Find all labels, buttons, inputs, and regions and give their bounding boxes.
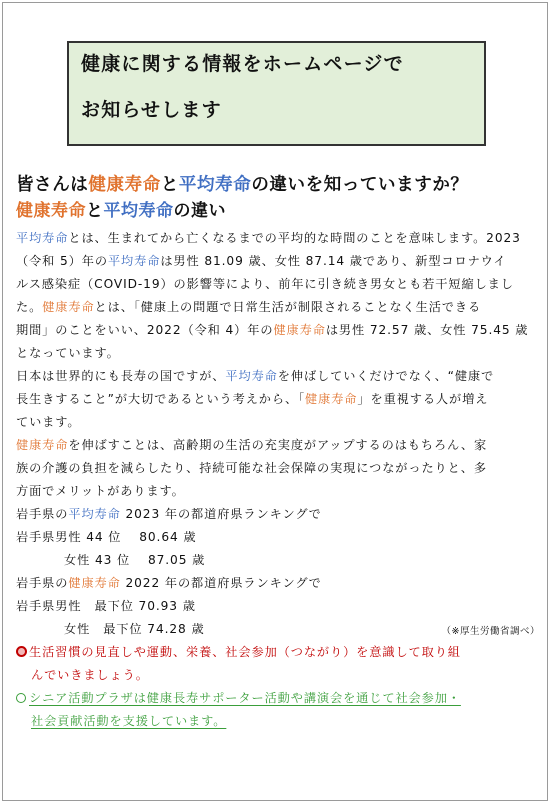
text-span: 」を重視する人が増え bbox=[357, 392, 489, 406]
text-line bbox=[16, 296, 544, 319]
text-line bbox=[16, 710, 544, 733]
text-span: 長生きすること”が大切であるという考えから、「 bbox=[16, 392, 306, 406]
term-average-life: 平均寿命 bbox=[103, 201, 174, 221]
term-healthy-life: 健康寿命 bbox=[16, 201, 86, 221]
text-span: 日本は世界的にも長寿の国ですが、 bbox=[16, 369, 226, 383]
bullet-senior-plaza bbox=[16, 687, 544, 733]
text-span: を伸ばすことは、高齢期の生活の充実度がアップするのはもちろん、家 bbox=[68, 438, 488, 452]
text-span: シニア活動プラザは健康長寿サポーター活動や講演会を通じて社会参加・ bbox=[29, 691, 461, 705]
text-line bbox=[16, 227, 544, 250]
term-healthy-life: 健康寿命 bbox=[68, 576, 121, 590]
text-span: は男性 72.57 歳、女性 75.45 歳 bbox=[325, 323, 529, 337]
term-average-life: 平均寿命 bbox=[178, 175, 252, 195]
text-span: とは、「健康上の問題で日常生活が制限されることなく生活できる bbox=[94, 300, 482, 314]
text-span: 岩手県の bbox=[16, 507, 69, 521]
source-note: （※厚生労働省調べ） bbox=[441, 626, 540, 637]
text-line: ルス感染症（COVID-19）の影響等により、前年に引き続き男女とも若干短縮しまし bbox=[16, 277, 514, 291]
ranking-healthy-male: 岩手県男性 最下位 70.93 歳 bbox=[16, 599, 196, 613]
text-line: 方面でメリットがあります。 bbox=[16, 484, 185, 498]
header-title-line2: お知らせします bbox=[81, 99, 222, 121]
header-box bbox=[67, 41, 486, 146]
text-line bbox=[16, 319, 544, 342]
text-line bbox=[16, 250, 544, 273]
question-heading bbox=[16, 173, 469, 197]
text-span: 2023 年の都道府県ランキングで bbox=[120, 507, 322, 521]
text-line bbox=[16, 365, 544, 388]
paragraph-average-life bbox=[16, 227, 544, 365]
question-text: 皆さんは bbox=[16, 175, 89, 195]
text-line: ています。 bbox=[16, 415, 81, 429]
paragraph-japan-longevity bbox=[16, 365, 544, 434]
text-line bbox=[16, 641, 544, 664]
term-healthy-life: 健康寿命 bbox=[16, 438, 69, 452]
term-healthy-life: 健康寿命 bbox=[273, 323, 326, 337]
ranking-healthy-female-row bbox=[16, 618, 544, 641]
term-average-life: 平均寿命 bbox=[107, 254, 161, 268]
ranking-average-male: 岩手県男性 44 位 80.64 歳 bbox=[16, 530, 197, 544]
flower-icon bbox=[16, 646, 27, 657]
term-healthy-life: 健康寿命 bbox=[305, 392, 358, 406]
text-span: とは、生まれてから亡くなるまでの平均的な時間のことを意味します。2023 bbox=[68, 231, 521, 245]
term-average-life: 平均寿命 bbox=[16, 231, 69, 245]
ranking-average-heading bbox=[16, 503, 544, 526]
text-span: を伸ばしていくだけでなく、“健康で bbox=[277, 369, 495, 383]
term-healthy-life: 健康寿命 bbox=[88, 175, 161, 195]
subtitle-text: と bbox=[86, 201, 104, 221]
text-span: 生活習慣の見直しや運動、栄養、社会参加（つながり）を意識して取り組 bbox=[29, 645, 461, 659]
term-average-life: 平均寿命 bbox=[68, 507, 121, 521]
bullet-lifestyle bbox=[16, 641, 544, 687]
ranking-average-female: 女性 43 位 87.05 歳 bbox=[64, 553, 206, 567]
text-span: 岩手県の bbox=[16, 576, 69, 590]
text-line bbox=[16, 664, 544, 687]
subtitle-text: の違い bbox=[173, 201, 226, 221]
text-span: んでいきましょう。 bbox=[31, 668, 149, 682]
term-average-life: 平均寿命 bbox=[225, 369, 278, 383]
text-span: 2022 年の都道府県ランキングで bbox=[120, 576, 322, 590]
text-span: 社会貢献活動を支援しています。 bbox=[31, 714, 227, 728]
page bbox=[2, 2, 548, 801]
text-span: （令和 5）年の bbox=[16, 254, 108, 268]
question-text: の違いを知っていますか？ bbox=[251, 175, 469, 195]
body-text bbox=[16, 227, 544, 733]
text-span: た。 bbox=[16, 300, 43, 314]
question-text: と bbox=[160, 175, 179, 195]
header-title-line1: 健康に関する情報をホームページで bbox=[81, 53, 404, 75]
text-span: は男性 81.09 歳、女性 87.14 歳であり、新型コロナウイ bbox=[160, 254, 507, 268]
ranking-healthy-female: 女性 最下位 74.28 歳 bbox=[64, 622, 205, 636]
text-line bbox=[16, 434, 544, 457]
circle-icon bbox=[16, 693, 26, 703]
text-line: 族の介護の負担を減らしたり、持続可能な社会保障の実現につながったりと、多 bbox=[16, 461, 487, 475]
term-healthy-life: 健康寿命 bbox=[42, 300, 95, 314]
subtitle-heading bbox=[16, 199, 226, 223]
ranking-healthy-heading bbox=[16, 572, 544, 595]
text-line: となっています。 bbox=[16, 346, 120, 360]
ranking-section bbox=[16, 503, 544, 641]
paragraph-benefits bbox=[16, 434, 544, 503]
text-line bbox=[16, 388, 544, 411]
text-line bbox=[16, 687, 544, 710]
text-span: 期間」のことをいい、2022（令和 4）年の bbox=[16, 323, 274, 337]
